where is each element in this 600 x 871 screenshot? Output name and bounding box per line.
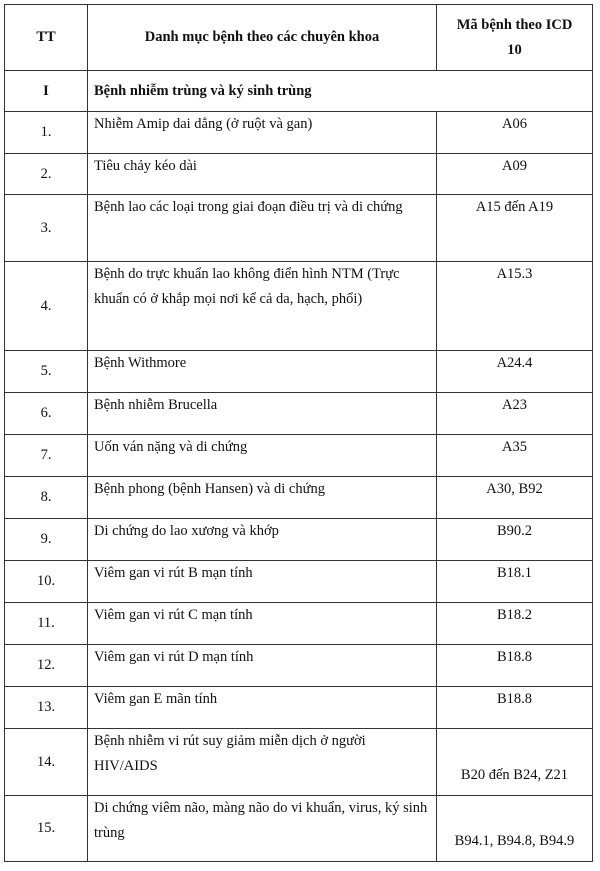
disease-name: Bệnh nhiễm vi rút suy giảm miễn dịch ở người HIV/AIDS: [88, 729, 437, 796]
table-row: [5, 154, 593, 195]
disease-name: Bệnh nhiễm Brucella: [88, 393, 437, 435]
row-number: 8.: [5, 477, 88, 519]
table-row: [5, 262, 593, 351]
disease-name: Uốn ván nặng và di chứng: [88, 435, 437, 477]
row-number: 2.: [5, 154, 88, 195]
row-number: 10.: [5, 561, 88, 603]
icd-code: B18.1: [437, 561, 593, 603]
row-number: 5.: [5, 351, 88, 393]
disease-name: Tiêu chảy kéo dài: [88, 154, 437, 195]
row-number: 15.: [5, 796, 88, 862]
disease-name: Bệnh phong (bệnh Hansen) và di chứng: [88, 477, 437, 519]
icd-code: A24.4: [437, 351, 593, 393]
icd-code: B18.8: [437, 687, 593, 729]
disease-name: Di chứng viêm não, màng não do vi khuẩn, virus, ký sinh trùng: [88, 796, 437, 862]
table-row: [5, 435, 593, 477]
row-number: 3.: [5, 195, 88, 262]
disease-name: Di chứng do lao xương và khớp: [88, 519, 437, 561]
header-disease-name: Danh mục bệnh theo các chuyên khoa: [88, 5, 437, 71]
icd-code: B20 đến B24, Z21: [437, 729, 593, 796]
table-row: [5, 603, 593, 645]
section-row: [5, 71, 593, 112]
header-tt: TT: [5, 5, 88, 71]
row-number: 1.: [5, 112, 88, 154]
row-number: 12.: [5, 645, 88, 687]
icd-disease-table: [4, 4, 593, 862]
table-row: [5, 645, 593, 687]
row-number: 9.: [5, 519, 88, 561]
icd-code: A09: [437, 154, 593, 195]
icd-code: B18.2: [437, 603, 593, 645]
table-row: [5, 351, 593, 393]
row-number: 6.: [5, 393, 88, 435]
icd-code: B90.2: [437, 519, 593, 561]
icd-code: A35: [437, 435, 593, 477]
disease-name: Viêm gan vi rút C mạn tính: [88, 603, 437, 645]
disease-name: Bệnh lao các loại trong giai đoạn điều trị và di chứng: [88, 195, 437, 262]
row-number: 7.: [5, 435, 88, 477]
icd-code: A15 đến A19: [437, 195, 593, 262]
disease-name: Viêm gan vi rút B mạn tính: [88, 561, 437, 603]
disease-name: Viêm gan vi rút D mạn tính: [88, 645, 437, 687]
icd-code: B94.1, B94.8, B94.9: [437, 796, 593, 862]
disease-name: Bệnh do trực khuẩn lao không điển hình NTM (Trực khuẩn có ở khắp mọi nơi kể cả da, hạch, phổi): [88, 262, 437, 351]
row-number: 11.: [5, 603, 88, 645]
icd-code: A15.3: [437, 262, 593, 351]
table-row: [5, 195, 593, 262]
table-row: [5, 519, 593, 561]
table-row: [5, 393, 593, 435]
table-row: [5, 477, 593, 519]
icd-code: B18.8: [437, 645, 593, 687]
row-number: 14.: [5, 729, 88, 796]
disease-name: Viêm gan E mãn tính: [88, 687, 437, 729]
icd-code: A06: [437, 112, 593, 154]
disease-name: Nhiễm Amip dai dẳng (ở ruột và gan): [88, 112, 437, 154]
section-title: Bệnh nhiễm trùng và ký sinh trùng: [88, 71, 593, 112]
header-icd-code: Mã bệnh theo ICD 10: [437, 5, 593, 71]
header-row: [5, 5, 593, 71]
icd-code: A30, B92: [437, 477, 593, 519]
table-row: [5, 112, 593, 154]
row-number: 4.: [5, 262, 88, 351]
table-row: [5, 687, 593, 729]
table-row: [5, 729, 593, 796]
icd-code: A23: [437, 393, 593, 435]
row-number: 13.: [5, 687, 88, 729]
section-number: I: [5, 71, 88, 112]
table-row: [5, 561, 593, 603]
table-row: [5, 796, 593, 862]
disease-name: Bệnh Withmore: [88, 351, 437, 393]
